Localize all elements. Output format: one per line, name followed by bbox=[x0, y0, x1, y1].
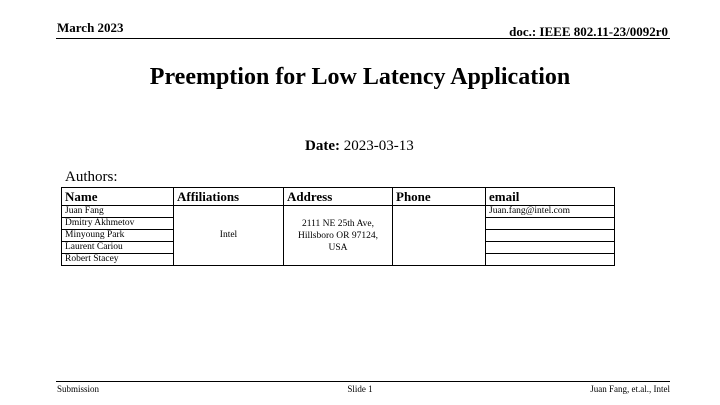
footer-divider bbox=[56, 381, 670, 382]
author-name: Laurent Cariou bbox=[62, 242, 174, 254]
header-date: March 2023 bbox=[57, 20, 124, 35]
authors-table bbox=[61, 187, 615, 266]
date-value: 2023-03-13 bbox=[343, 138, 414, 154]
footer-submission: Submission bbox=[57, 384, 100, 394]
address-line: Hillsboro OR 97124, bbox=[298, 230, 378, 241]
table-header-row bbox=[62, 188, 615, 206]
author-address bbox=[284, 206, 393, 266]
column-header-affiliations: Affiliations bbox=[174, 188, 284, 206]
author-name: Dmitry Akhmetov bbox=[62, 218, 174, 230]
author-email bbox=[486, 230, 615, 242]
author-email bbox=[486, 218, 615, 230]
author-phone bbox=[393, 206, 486, 266]
column-header-address: Address bbox=[284, 188, 393, 206]
header-divider bbox=[56, 38, 670, 39]
date-line bbox=[305, 138, 414, 155]
address-line: 2111 NE 25th Ave, bbox=[302, 218, 374, 229]
column-header-name: Name bbox=[62, 188, 174, 206]
slide-title: Preemption for Low Latency Application bbox=[149, 64, 571, 90]
column-header-email: email bbox=[486, 188, 615, 206]
footer-author: Juan Fang, et.al., Intel bbox=[590, 384, 670, 394]
column-header-phone: Phone bbox=[393, 188, 486, 206]
address-line: USA bbox=[328, 242, 348, 253]
author-name: Juan Fang bbox=[62, 206, 174, 218]
author-email bbox=[486, 254, 615, 266]
author-name: Robert Stacey bbox=[62, 254, 174, 266]
author-email bbox=[486, 242, 615, 254]
footer-slide-number: Slide 1 bbox=[347, 384, 373, 394]
date-label: Date: bbox=[305, 138, 340, 154]
author-affiliation: Intel bbox=[174, 206, 284, 266]
table-row bbox=[62, 206, 615, 218]
author-email: Juan.fang@intel.com bbox=[486, 206, 615, 218]
authors-label: Authors: bbox=[65, 169, 118, 185]
author-name: Minyoung Park bbox=[62, 230, 174, 242]
header-doc-id: doc.: IEEE 802.11-23/0092r0 bbox=[509, 24, 668, 39]
